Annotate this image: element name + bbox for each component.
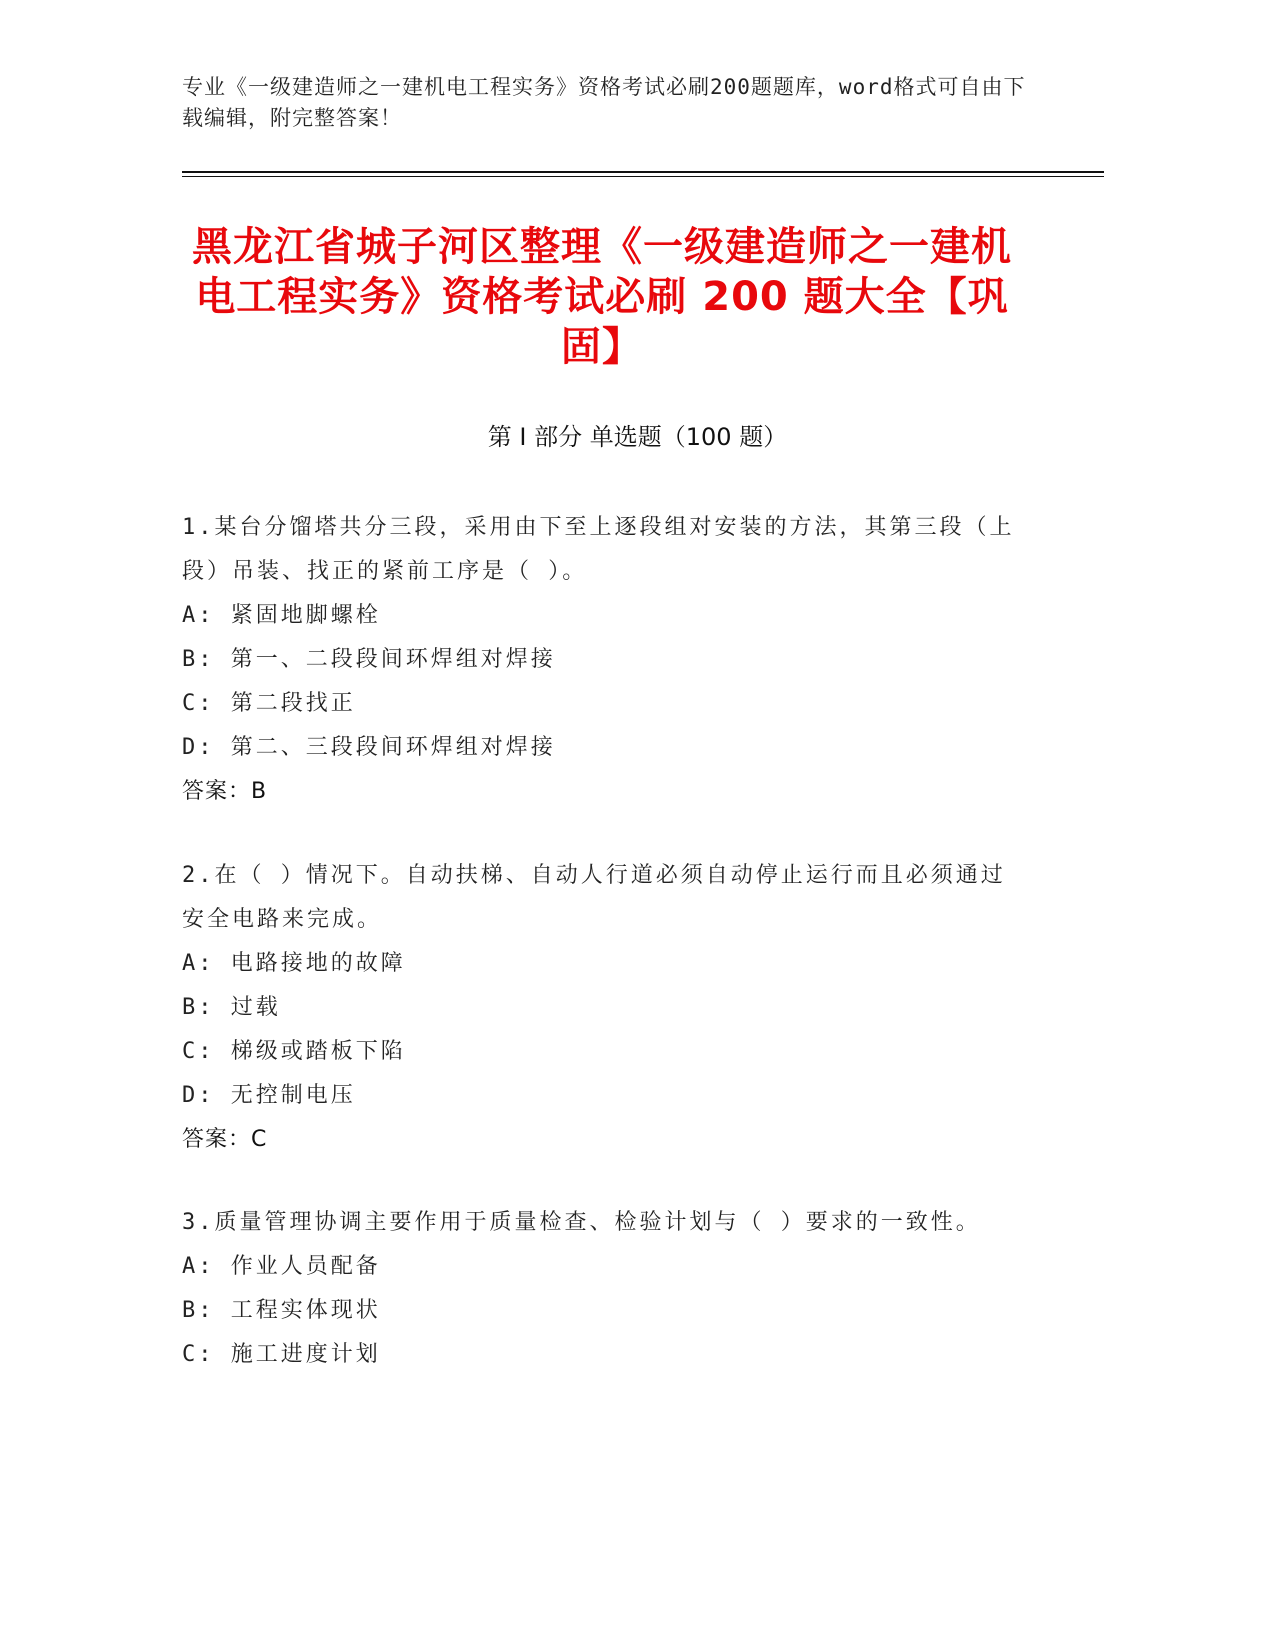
question-3 xyxy=(182,1201,1022,1377)
header-divider-thick xyxy=(182,171,1104,173)
option-a: A: 作业人员配备 xyxy=(182,1254,381,1279)
option-d: D: 无控制电压 xyxy=(182,1083,356,1108)
option-a: A: 电路接地的故障 xyxy=(182,951,406,976)
option-d: D: 第二、三段段间环焊组对焊接 xyxy=(182,735,556,760)
answer: 答案：B xyxy=(182,779,268,804)
header-divider-thin xyxy=(182,176,1104,177)
option-c: C: 第二段找正 xyxy=(182,691,356,716)
option-b: B: 第一、二段段间环焊组对焊接 xyxy=(182,647,556,672)
option-b: B: 工程实体现状 xyxy=(182,1298,381,1323)
option-a: A: 紧固地脚螺栓 xyxy=(182,603,381,628)
option-c: C: 施工进度计划 xyxy=(182,1342,381,1367)
option-c: C: 梯级或踏板下陷 xyxy=(182,1039,406,1064)
question-2 xyxy=(182,854,1022,1162)
question-1 xyxy=(182,506,1022,814)
question-stem: 1.某台分馏塔共分三段，采用由下至上逐段组对安装的方法，其第三段（上段）吊装、找正的紧前工序是（ ）。 xyxy=(182,515,1015,584)
header-note: 专业《一级建造师之一建机电工程实务》资格考试必刷200题题库，word格式可自由下载编辑，附完整答案！ xyxy=(182,75,1026,130)
document-title: 黑龙江省城子河区整理《一级建造师之一建机电工程实务》资格考试必刷 200 题大全【巩固】 xyxy=(192,224,1012,370)
question-stem: 3.质量管理协调主要作用于质量检查、检验计划与（ ）要求的一致性。 xyxy=(182,1210,981,1235)
answer: 答案：C xyxy=(182,1127,268,1152)
section-title: 第 I 部分 单选题（100 题） xyxy=(487,423,788,451)
option-b: B: 过载 xyxy=(182,995,281,1020)
question-stem: 2.在（ ）情况下。自动扶梯、自动人行道必须自动停止运行而且必须通过安全电路来完成。 xyxy=(182,863,1006,932)
